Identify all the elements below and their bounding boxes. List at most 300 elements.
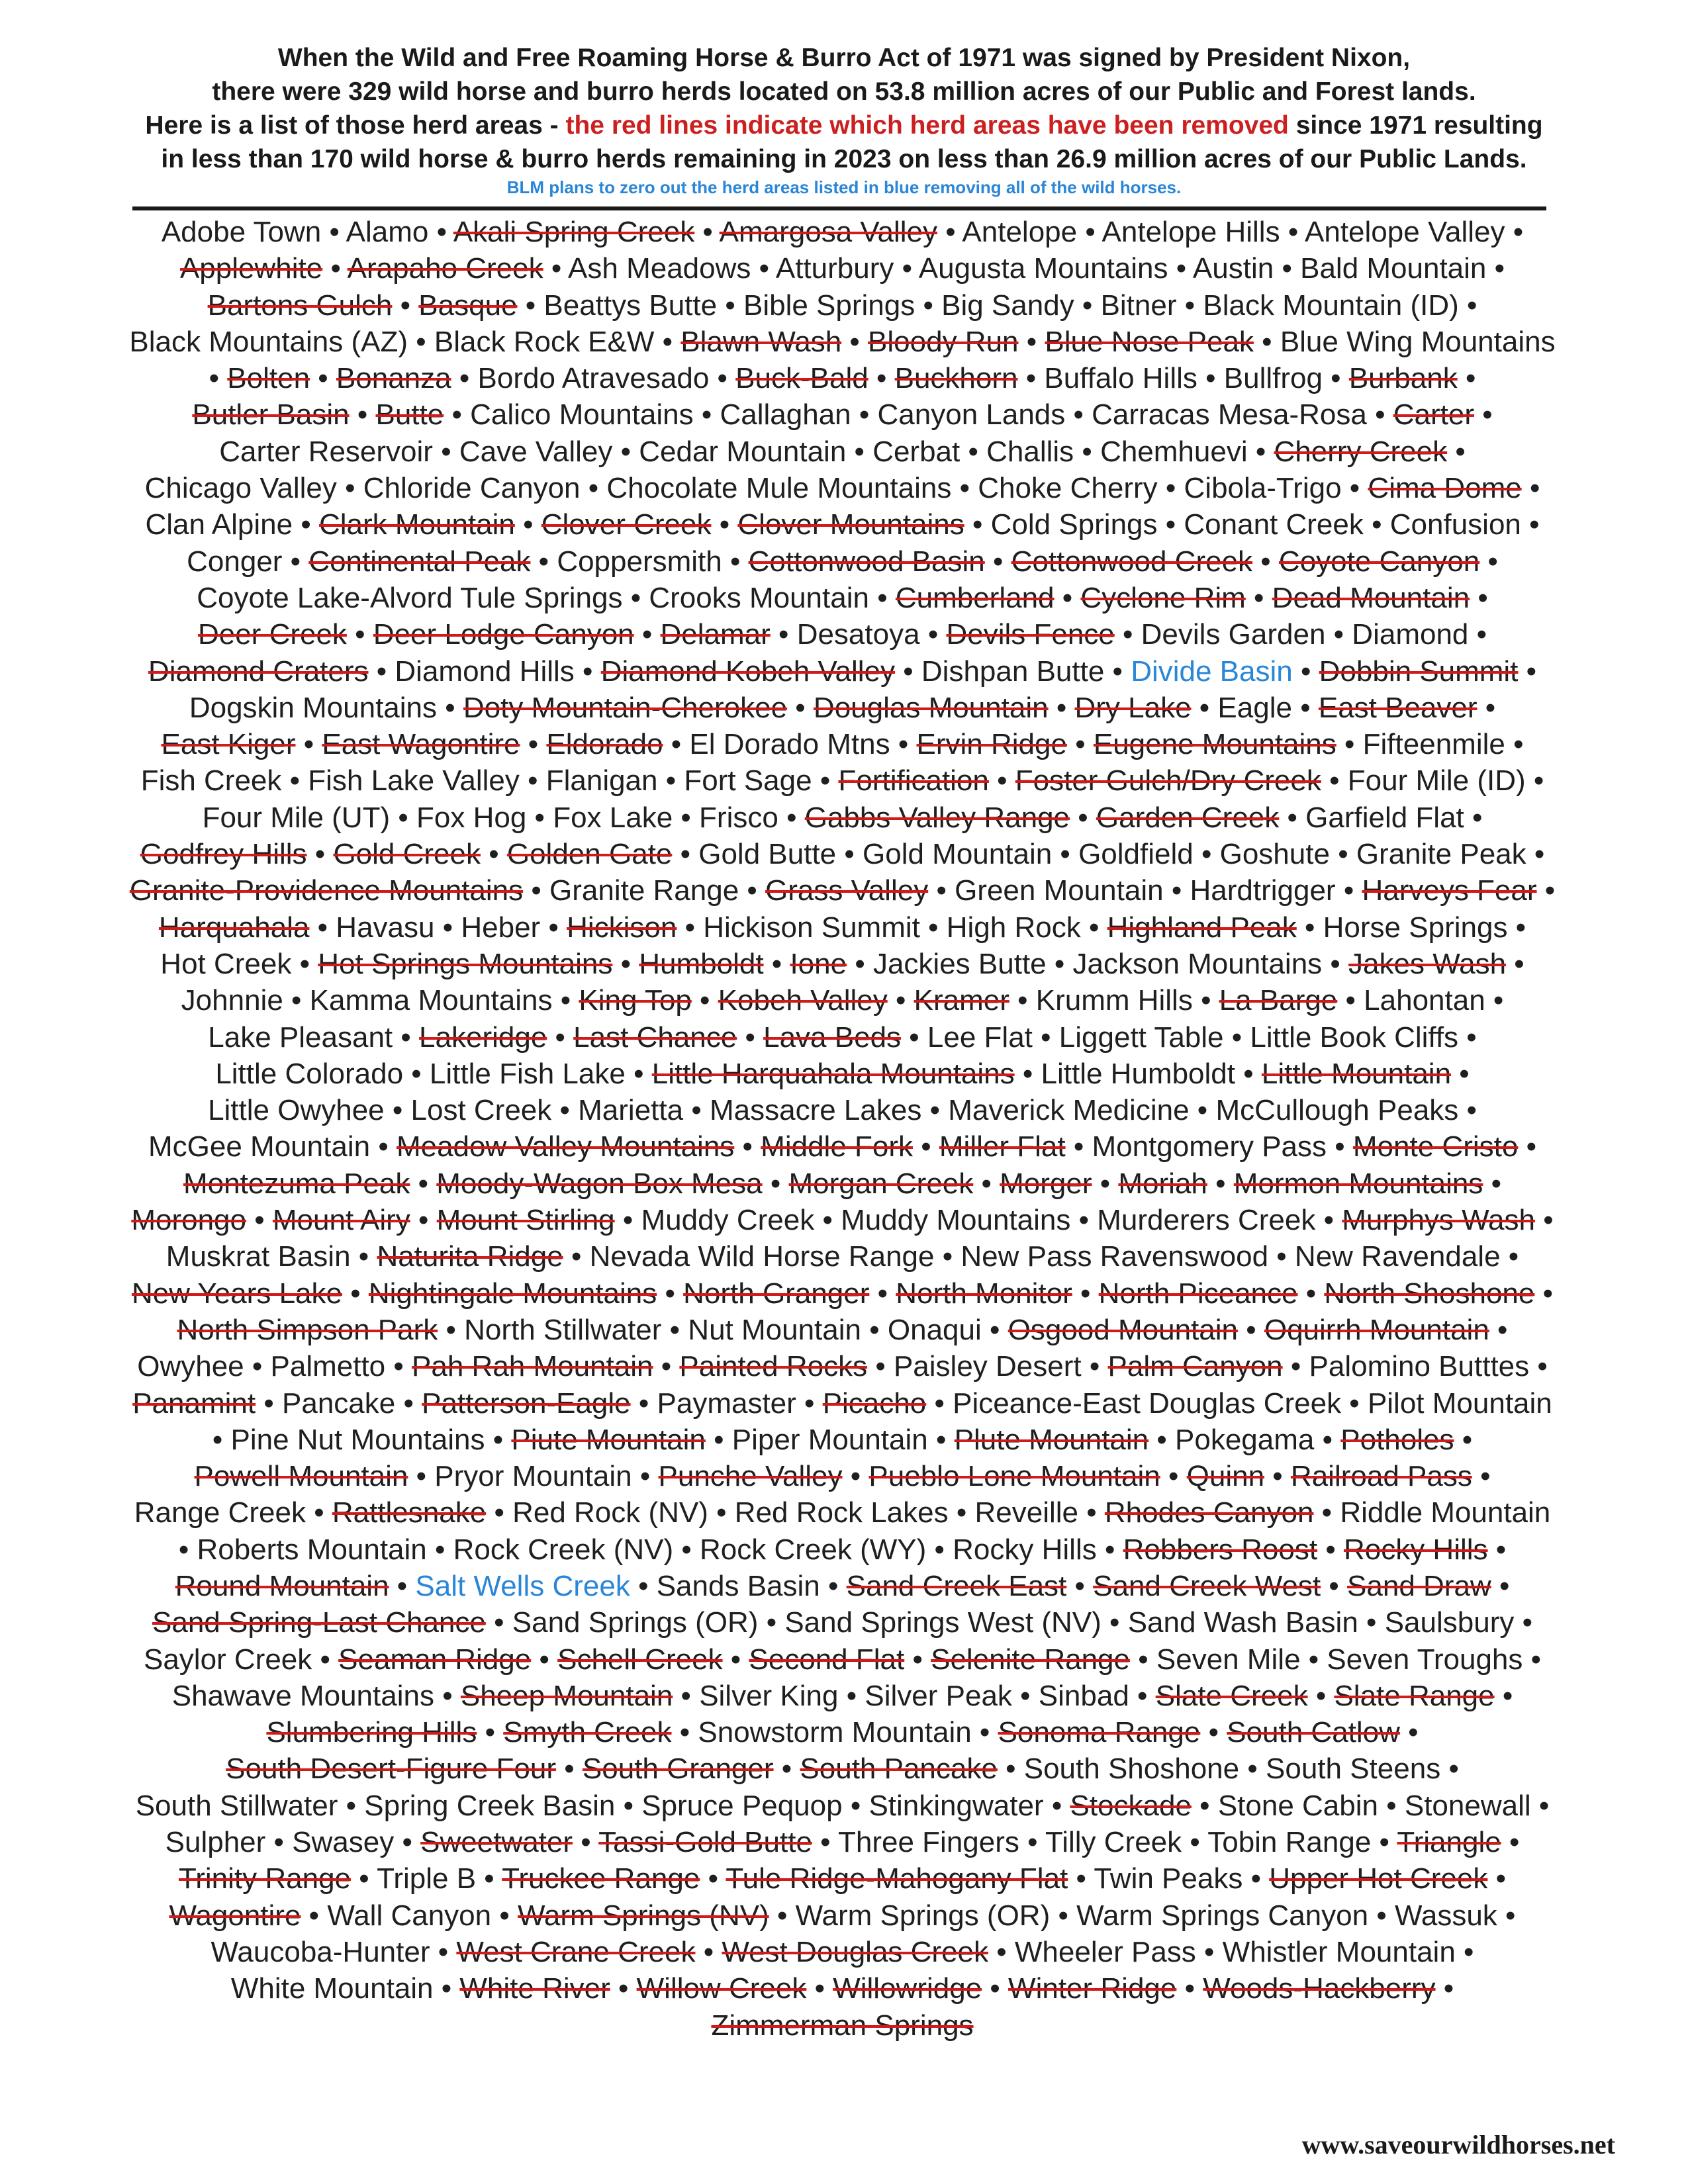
bullet-separator: • — [1076, 1862, 1086, 1895]
herd-item-removed: Trinity Range — [178, 1862, 352, 1895]
bullet-separator: • — [1543, 1204, 1554, 1237]
bullet-separator: • — [665, 1277, 675, 1310]
herd-item-removed: Bartons Gulch — [207, 289, 393, 322]
herd-item: Bald Mountain — [1300, 252, 1487, 285]
herd-item-removed: West Douglas Creek — [722, 1935, 989, 1968]
herd-item: Four Mile (ID) — [1347, 764, 1526, 797]
bullet-separator: • — [538, 545, 549, 578]
herd-item-removed: Moriah — [1118, 1167, 1207, 1200]
bullet-separator: • — [320, 1643, 330, 1676]
bullet-separator: • — [730, 1643, 741, 1676]
herd-item-removed: Dead Mountain — [1272, 581, 1470, 614]
herd-item-removed: East Wagontire — [322, 728, 520, 761]
bullet-separator: • — [263, 1387, 274, 1420]
herd-item-removed: Moody-Wagon Box Mesa — [436, 1167, 763, 1200]
blue-note: BLM plans to zero out the herd areas listed in blue removing all of the wild horses. — [506, 177, 1182, 197]
bullet-separator: • — [1086, 1496, 1097, 1529]
bullet-separator: • — [290, 545, 301, 578]
bullet-separator: • — [1112, 655, 1123, 688]
bullet-separator: • — [1204, 1935, 1215, 1968]
herd-item: Cedar Mountain — [639, 435, 847, 468]
herd-item-removed: Mount Stirling — [436, 1204, 615, 1237]
headline-line-4: in less than 170 wild horse & burro herds remaining in 2023 on less than 26.9 million acres of our Public Lands. — [161, 145, 1527, 173]
bullet-separator: • — [1513, 216, 1524, 248]
herd-item: Reveille — [974, 1496, 1079, 1529]
bullet-separator: • — [489, 838, 499, 871]
herd-item: Little Owyhee — [208, 1094, 385, 1127]
herd-item-removed: Dobbin Summit — [1319, 655, 1519, 688]
bullet-separator: • — [254, 1204, 265, 1237]
bullet-separator: • — [1530, 1643, 1542, 1676]
bullet-separator: • — [997, 764, 1008, 797]
herd-item-removed: Little Harquahala Mountains — [651, 1057, 1015, 1090]
bullet-separator: • — [1197, 1094, 1208, 1127]
herd-item-removed: Mount Airy — [272, 1204, 410, 1237]
herd-item-removed: North Monitor — [896, 1277, 1072, 1310]
herd-item-removed: North Piceance — [1098, 1277, 1298, 1310]
herd-item-removed: Montezuma Peak — [183, 1167, 410, 1200]
herd-item-removed: Tule Ridge-Mahogany Flat — [726, 1862, 1068, 1895]
bullet-separator: • — [1499, 1569, 1510, 1602]
bullet-separator: • — [1276, 1240, 1287, 1273]
bullet-separator: • — [898, 728, 909, 761]
herd-item-removed: Rhodes Canyon — [1104, 1496, 1314, 1529]
bullet-separator: • — [956, 1496, 967, 1529]
herd-item: Heber — [461, 911, 541, 944]
bullet-separator: • — [1476, 618, 1487, 651]
herd-item-removed: Middle Fork — [761, 1130, 914, 1163]
herd-item: Sand Springs (OR) — [512, 1606, 759, 1639]
herd-item: Paymaster — [657, 1387, 796, 1420]
bullet-separator: • — [927, 618, 939, 651]
bullet-separator: • — [1466, 289, 1477, 322]
herd-item: Bitner — [1100, 289, 1177, 322]
bullet-separator: • — [178, 1533, 189, 1566]
herd-item: Wheeler Pass — [1014, 1935, 1196, 1968]
herd-item-removed: Smyth Creek — [503, 1716, 672, 1749]
herd-item-removed: Cottonwood Basin — [748, 545, 985, 578]
bullet-separator: • — [1056, 691, 1067, 724]
herd-item-removed: Cottonwood Creek — [1011, 545, 1253, 578]
bullet-separator: • — [747, 874, 757, 907]
herd-item-removed: Ervin Ridge — [916, 728, 1067, 761]
headline — [99, 41, 1589, 176]
bullet-separator: • — [378, 1130, 389, 1163]
headline-line-2: there were 329 wild horse and burro herds located on 53.8 million acres of our Public and Forest lands. — [212, 77, 1476, 106]
herd-item: Sand Wash Basin — [1127, 1606, 1358, 1639]
herd-item-removed: Osgood Mountain — [1008, 1313, 1238, 1346]
bullet-separator: • — [928, 911, 939, 944]
bullet-separator: • — [1495, 1533, 1507, 1566]
herd-item: Twin Peaks — [1094, 1862, 1243, 1895]
bullet-separator: • — [400, 1021, 411, 1054]
bullet-separator: • — [1058, 1899, 1068, 1932]
herd-item: Roberts Mountain — [197, 1533, 427, 1566]
bullet-separator: • — [435, 1533, 445, 1566]
bullet-separator: • — [990, 1972, 1000, 2005]
herd-item: Waucoba-Hunter — [211, 1935, 430, 1968]
herd-item: Seven Troughs — [1327, 1643, 1523, 1676]
bullet-separator: • — [854, 435, 865, 468]
bullet-separator: • — [416, 1460, 427, 1493]
bullet-separator: • — [418, 1167, 429, 1200]
herd-item-removed: Slumbering Hills — [266, 1716, 477, 1749]
herd-item: Confusion — [1389, 508, 1521, 541]
bullet-separator: • — [1250, 1862, 1261, 1895]
bullet-separator: • — [1459, 1057, 1470, 1090]
herd-item-removed: Potholes — [1340, 1423, 1454, 1456]
herd-item: Stonewall — [1404, 1789, 1531, 1822]
herd-item: Buffalo Hills — [1044, 362, 1197, 395]
bullet-separator: • — [393, 1350, 404, 1383]
herd-item: Little Colorado — [215, 1057, 404, 1090]
bullet-separator: • — [1443, 1972, 1454, 2005]
herd-item: Desatoya — [796, 618, 920, 651]
bullet-separator: • — [346, 1789, 357, 1822]
herd-item: Shawave Mountains — [171, 1679, 434, 1712]
herd-item-zero-out: Salt Wells Creek — [415, 1569, 630, 1602]
herd-item: Cave Valley — [459, 435, 613, 468]
bullet-separator: • — [742, 1130, 753, 1163]
herd-item: Palomino Butttes — [1309, 1350, 1530, 1383]
herd-item: Bordo Atravesado — [477, 362, 710, 395]
bullet-separator: • — [1386, 1789, 1397, 1822]
herd-item-removed: Piute Mountain — [511, 1423, 706, 1456]
bullet-separator: • — [1085, 216, 1096, 248]
herd-item-removed: Morger — [1000, 1167, 1092, 1200]
bullet-separator: • — [895, 984, 906, 1017]
herd-item: Maverick Medicine — [948, 1094, 1190, 1127]
bullet-separator: • — [786, 801, 797, 834]
bullet-separator: • — [1465, 362, 1476, 395]
bullet-separator: • — [1089, 1350, 1100, 1383]
herd-item: Sinbad — [1038, 1679, 1129, 1712]
bullet-separator: • — [1017, 984, 1028, 1017]
herd-item: Carracas Mesa-Rosa — [1092, 398, 1367, 432]
herd-item: Austin — [1192, 252, 1274, 285]
bullet-separator: • — [921, 1130, 931, 1163]
herd-item: Wall Canyon — [327, 1899, 492, 1932]
bullet-separator: • — [1514, 947, 1524, 980]
herd-item: Dogskin Mountains — [189, 691, 438, 724]
herd-item: Antelope — [962, 216, 1078, 248]
herd-item-removed: Buck-Bald — [735, 362, 868, 395]
bullet-separator: • — [1255, 435, 1266, 468]
herd-item-removed: South Pancake — [800, 1752, 998, 1786]
bullet-separator: • — [1345, 984, 1356, 1017]
bullet-separator: • — [397, 1569, 408, 1602]
herd-item: Bullfrog — [1223, 362, 1323, 395]
bullet-separator: • — [929, 1094, 940, 1127]
herd-item: Little Book Cliffs — [1250, 1021, 1459, 1054]
herd-item: Little Fish Lake — [429, 1057, 626, 1090]
bullet-separator: • — [638, 1569, 649, 1602]
herd-item-removed: Blawn Wash — [680, 325, 842, 358]
herd-item-removed: Coyote Canyon — [1278, 545, 1480, 578]
herd-item: Spruce Pequop — [641, 1789, 843, 1822]
herd-item-removed: Doty Mountain-Cherokee — [463, 691, 788, 724]
herd-item-removed: Foster Gulch/Dry Creek — [1015, 764, 1321, 797]
herd-item: Challis — [986, 435, 1074, 468]
bullet-separator: • — [1287, 801, 1297, 834]
bullet-separator: • — [844, 838, 855, 871]
bullet-separator: • — [528, 728, 539, 761]
herd-item: Conant Creek — [1184, 508, 1364, 541]
bullet-separator: • — [403, 1387, 414, 1420]
herd-item-removed: Dry Lake — [1074, 691, 1192, 724]
herd-item-removed: Carter — [1393, 398, 1474, 432]
herd-item-removed: Hot Springs Mountains — [318, 947, 613, 980]
herd-item-removed: East Beaver — [1318, 691, 1477, 724]
herd-item: Spring Creek Basin — [364, 1789, 616, 1822]
bullet-separator: • — [717, 362, 727, 395]
herd-item-removed: Zimmerman Springs — [711, 2009, 974, 2042]
herd-item-removed: Tassi-Gold Butte — [598, 1826, 812, 1859]
herd-item-removed: Mormon Mountains — [1233, 1167, 1483, 1200]
bullet-separator: • — [745, 1021, 755, 1054]
herd-item-removed: Naturita Ridge — [377, 1240, 563, 1273]
herd-item-removed: Diamond Kobeh Valley — [600, 655, 896, 688]
bullet-separator: • — [531, 874, 541, 907]
herd-item-removed: Granite-Providence Mountains — [129, 874, 524, 907]
bullet-separator: • — [1254, 581, 1264, 614]
herd-item: Onaqui — [887, 1313, 982, 1346]
bullet-separator: • — [345, 472, 355, 505]
bullet-separator: • — [1300, 691, 1311, 724]
bullet-separator: • — [451, 398, 462, 432]
herd-item-removed: Winter Ridge — [1008, 1972, 1177, 2005]
herd-item-removed: Bloody Run — [868, 325, 1019, 358]
bullet-separator: • — [1060, 838, 1070, 871]
bullet-separator: • — [1231, 1021, 1243, 1054]
bullet-separator: • — [1482, 398, 1493, 432]
herd-item-zero-out: Divide Basin — [1131, 655, 1293, 688]
herd-item: Sulpher — [165, 1826, 266, 1859]
bullet-separator: • — [1247, 1752, 1258, 1786]
herd-item: Atturbury — [775, 252, 894, 285]
website-url[interactable]: www.saveourwildhorses.net — [1301, 2130, 1615, 2160]
herd-item-removed: Sand Draw — [1347, 1569, 1491, 1602]
herd-item: Lake Pleasant — [208, 1021, 393, 1054]
herd-item-removed: Delamar — [660, 618, 771, 651]
bullet-separator: • — [1184, 289, 1196, 322]
herd-item: Lahontan — [1364, 984, 1485, 1017]
bullet-separator: • — [778, 618, 789, 651]
bullet-separator: • — [1075, 728, 1086, 761]
bullet-separator: • — [400, 289, 411, 322]
herd-item-removed: Truckee Range — [502, 1862, 700, 1895]
herd-item: Chloride Canyon — [363, 472, 581, 505]
bullet-separator: • — [1176, 252, 1187, 285]
herd-item-removed: Picacho — [822, 1387, 927, 1420]
bullet-separator: • — [1205, 362, 1216, 395]
herd-item: Massacre Lakes — [709, 1094, 922, 1127]
herd-item: Murderers Creek — [1097, 1204, 1316, 1237]
herd-item: Coppersmith — [557, 545, 722, 578]
herd-item: Lost Creek — [410, 1094, 552, 1127]
herd-item: Antelope Hills — [1102, 216, 1280, 248]
herd-item: Four Mile (UT) — [202, 801, 391, 834]
bullet-separator: • — [912, 1643, 923, 1676]
bullet-separator: • — [1533, 764, 1544, 797]
herd-item: Pilot Mountain — [1367, 1387, 1552, 1420]
bullet-separator: • — [996, 1935, 1007, 1968]
bullet-separator: • — [1544, 874, 1556, 907]
bullet-separator: • — [358, 1240, 369, 1273]
bullet-separator: • — [1123, 618, 1133, 651]
bullet-separator: • — [902, 252, 912, 285]
bullet-separator: • — [671, 728, 682, 761]
herd-item: Fish Lake Valley — [308, 764, 520, 797]
herd-item-removed: Hickison — [567, 911, 677, 944]
bullet-separator: • — [494, 1496, 504, 1529]
herd-item-removed: Meadow Valley Mountains — [396, 1130, 735, 1163]
herd-item-removed: South Catlow — [1227, 1716, 1400, 1749]
herd-item: Green Mountain — [955, 874, 1164, 907]
herd-item-removed: Quinn — [1186, 1460, 1265, 1493]
herd-item-removed: Sand Spring-Last Chance — [152, 1606, 486, 1639]
bullet-separator: • — [1325, 1533, 1336, 1566]
bullet-separator: • — [822, 1204, 833, 1237]
bullet-separator: • — [814, 1972, 825, 2005]
herd-item: Lee Flat — [927, 1021, 1033, 1054]
herd-item: Hickison Summit — [703, 911, 920, 944]
bullet-separator: • — [1526, 1130, 1536, 1163]
herd-item-removed: Stockade — [1070, 1789, 1192, 1822]
bullet-separator: • — [1509, 1826, 1520, 1859]
bullet-separator: • — [1282, 252, 1292, 285]
herd-item-removed: Clover Mountains — [737, 508, 964, 541]
herd-item-removed: Nightingale Mountains — [368, 1277, 657, 1310]
bullet-separator: • — [935, 1423, 947, 1456]
bullet-separator: • — [1329, 764, 1340, 797]
bullet-separator: • — [680, 838, 690, 871]
bullet-separator: • — [1515, 911, 1526, 944]
herd-item-removed: Eugene Mountains — [1093, 728, 1336, 761]
bullet-separator: • — [1109, 1606, 1120, 1639]
bullet-separator: • — [357, 398, 368, 432]
herd-item: Garfield Flat — [1305, 801, 1464, 834]
bullet-separator: • — [291, 984, 302, 1017]
bullet-separator: • — [359, 1862, 369, 1895]
bullet-separator: • — [1022, 1057, 1033, 1090]
herd-area-list — [129, 214, 1556, 2044]
herd-item-removed: Punche Valley — [658, 1460, 843, 1493]
herd-item: Tobin Range — [1207, 1826, 1372, 1859]
herd-item-removed: Arapaho Creek — [347, 252, 543, 285]
bullet-separator: • — [639, 1460, 651, 1493]
bullet-separator: • — [936, 874, 947, 907]
bullet-separator: • — [1201, 838, 1212, 871]
bullet-separator: • — [945, 216, 956, 248]
bullet-separator: • — [1472, 801, 1483, 834]
herd-item-removed: Ione — [790, 947, 847, 980]
bullet-separator: • — [759, 252, 770, 285]
bullet-separator: • — [1138, 1643, 1149, 1676]
herd-item: Hardtrigger — [1190, 874, 1336, 907]
herd-item: Carter Reservoir — [219, 435, 433, 468]
bullet-separator: • — [618, 1972, 629, 2005]
herd-item-removed: Pueblo Lone Mountain — [868, 1460, 1160, 1493]
bullet-separator: • — [1529, 508, 1540, 541]
bullet-separator: • — [317, 911, 328, 944]
herd-item: Triple B — [377, 1862, 477, 1895]
herd-item: Piper Mountain — [731, 1423, 928, 1456]
bullet-separator: • — [1349, 472, 1360, 505]
herd-item: Black Mountains (AZ) — [129, 325, 408, 358]
bullet-separator: • — [1073, 398, 1084, 432]
herd-item-removed: Seaman Ridge — [338, 1643, 532, 1676]
bullet-separator: • — [622, 1204, 633, 1237]
bullet-separator: • — [418, 1204, 429, 1237]
herd-item-removed: Gold Creek — [333, 838, 481, 871]
herd-item: Kamma Mountains — [309, 984, 553, 1017]
herd-item-removed: Highland Peak — [1107, 911, 1297, 944]
herd-item-removed: Humboldt — [639, 947, 764, 980]
herd-item-removed: Cumberland — [895, 581, 1055, 614]
bullet-separator: • — [959, 472, 970, 505]
herd-item: Paisley Desert — [893, 1350, 1082, 1383]
bullet-separator: • — [1199, 691, 1210, 724]
herd-item-removed: Sonoma Range — [998, 1716, 1201, 1749]
bullet-separator: • — [1137, 1679, 1148, 1712]
bullet-separator: • — [1305, 911, 1315, 944]
bullet-separator: • — [436, 216, 447, 248]
herd-item-removed: Devils Fence — [946, 618, 1115, 651]
bullet-separator: • — [934, 1533, 945, 1566]
herd-item: Johnnie — [181, 984, 283, 1017]
herd-item-removed: Continental Peak — [308, 545, 531, 578]
bullet-separator: • — [1288, 216, 1299, 248]
bullet-separator: • — [494, 1606, 504, 1639]
herd-item: Stinkingwater — [868, 1789, 1044, 1822]
bullet-separator: • — [1455, 435, 1466, 468]
bullet-separator: • — [1329, 1569, 1339, 1602]
herd-item-removed: Warm Springs (NV) — [518, 1899, 769, 1932]
bullet-separator: • — [1497, 1313, 1508, 1346]
herd-item: North Stillwater — [464, 1313, 662, 1346]
herd-item: Gold Mountain — [863, 838, 1053, 871]
bullet-separator: • — [850, 1460, 861, 1493]
bullet-separator: • — [1027, 1826, 1038, 1859]
herd-item: Flanigan — [545, 764, 658, 797]
herd-item-removed: Amargosa Valley — [719, 216, 937, 248]
bullet-separator: • — [564, 1752, 575, 1786]
herd-item: Fort Sage — [684, 764, 812, 797]
herd-item-removed: Buckhorn — [894, 362, 1018, 395]
herd-item-removed: Little Mountain — [1261, 1057, 1452, 1090]
bullet-separator: • — [1165, 508, 1176, 541]
herd-item-removed: North Simpson Park — [177, 1313, 438, 1346]
red-line-explanation: the red lines indicate which herd areas have been removed — [565, 111, 1289, 140]
bullet-separator: • — [1508, 1240, 1519, 1273]
bullet-separator: • — [923, 289, 933, 322]
bullet-separator: • — [1199, 1789, 1210, 1822]
bullet-separator: • — [1082, 435, 1092, 468]
herd-item-removed: Willow Creek — [636, 1972, 807, 2005]
herd-item-removed: Murphys Wash — [1342, 1204, 1535, 1237]
bullet-separator: • — [859, 398, 870, 432]
herd-item: Nevada Wild Horse Range — [589, 1240, 935, 1273]
herd-item-removed: Deer Creek — [197, 618, 347, 651]
herd-item: Seven Mile — [1156, 1643, 1301, 1676]
bullet-separator: • — [1272, 1460, 1283, 1493]
bullet-separator: • — [539, 1643, 549, 1676]
herd-item-removed: Miller Flat — [939, 1130, 1066, 1163]
bullet-separator: • — [875, 1350, 886, 1383]
bullet-separator: • — [1493, 984, 1504, 1017]
herd-item: Whistler Mountain — [1222, 1935, 1456, 1968]
